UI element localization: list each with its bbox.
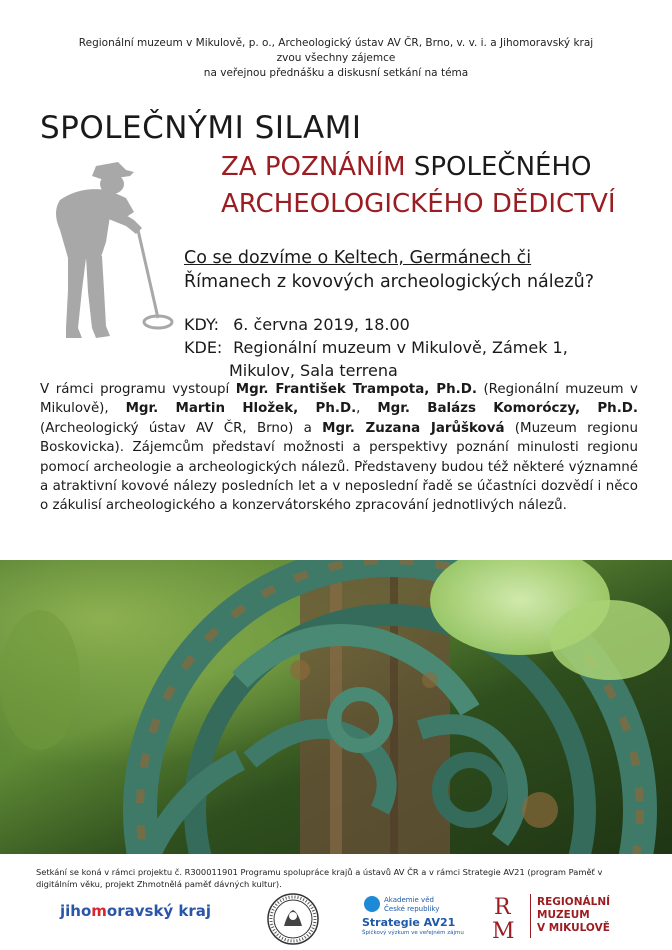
speaker-komoroczy: Mgr. Balázs Komoróczy, Ph.D. [377, 401, 638, 417]
invitation-line-1: Regionální muzeum v Mikulově, p. o., Archeologický ústav AV ČR, Brno, v. v. i. a Jihomoravský kraj [78, 37, 594, 49]
strategie-av21-logo [362, 896, 472, 944]
invitation-line-3: na veřejnou přednášku a diskusní setkání na téma [203, 67, 469, 79]
jihomoravsky-kraj-logo [60, 902, 211, 920]
question-line-1: Co se dozvíme o Keltech, Germánech či [184, 248, 532, 268]
when-label: KDY: [184, 315, 219, 334]
regionalni-muzeum-logo [490, 892, 640, 942]
av-name [384, 896, 439, 914]
invitation-text [0, 36, 672, 81]
av-name-line-2: České republiky [384, 905, 440, 913]
project-footnote: Setkání se koná v rámci projektu č. R300011901 Programu spolupráce krajů a ústavů AV ČR a v rámci Strategie AV21 (program Paměť v digitálním věku, projekt Zhmotnělá paměť dávných kultur). [36, 867, 603, 889]
av-strategy-title: Strategie AV21 [362, 916, 456, 929]
body-part-3: , [356, 401, 378, 417]
av-circle-icon [364, 896, 380, 912]
speaker-hlozek: Mgr. Martin Hložek, Ph.D. [125, 401, 357, 417]
av-name-line-1: Akademie věd [384, 896, 434, 904]
event-where [184, 336, 568, 359]
body-part-2: (Regionální muzeum v Mikulově), [40, 382, 638, 417]
jmk-logo-part-1: jiho [60, 902, 92, 920]
archeological-institute-seal-icon [266, 892, 320, 946]
speaker-jaruskova: Mgr. Zuzana Jarůšková [322, 420, 505, 436]
body-part-5: (Muzeum regionu Boskovicka). Zájemcům představí možnosti a perspektivy poznání minulosti regionu pomocí archeologie a archeologických nálezů. Představeny budou též některé významné a atraktivní kovové nálezy posledních let a v neposlední řadě se účastníci dozvědí i něco o zákulisí archeologického a konzervátorského zpracování jednotlivých nálezů. [40, 420, 638, 514]
rmm-line-2: MUZEUM [537, 909, 590, 921]
svg-text:R: R [494, 895, 511, 920]
body-part-4: (Archeologický ústav AV ČR, Brno) a [40, 420, 323, 436]
title-line-3: ARCHEOLOGICKÉHO DĚDICTVÍ [221, 189, 616, 219]
when-value: 6. června 2019, 18.00 [233, 315, 410, 334]
question-line-2: Římanech z kovových archeologických nálezů? [184, 272, 594, 292]
where-value-2: Mikulov, Sala terrena [229, 361, 398, 380]
body-part-1: V rámci programu vystoupí [40, 382, 236, 397]
svg-text:M: M [492, 919, 515, 942]
event-when [184, 313, 410, 336]
title-line-1: SPOLEČNÝMI SILAMI [40, 110, 362, 146]
rmm-monogram-icon [490, 892, 526, 942]
where-value-1: Regionální muzeum v Mikulově, Zámek 1, [233, 338, 568, 357]
where-label: KDE: [184, 338, 223, 357]
title-line-2-rest: SPOLEČNÉHO [405, 152, 592, 182]
artifact-photo [0, 560, 672, 854]
jmk-logo-m: m [91, 902, 107, 920]
program-description [40, 380, 638, 516]
rmm-divider [530, 894, 531, 938]
rmm-line-1: REGIONÁLNÍ [537, 896, 611, 908]
invitation-line-2: zvou všechny zájemce [276, 52, 396, 64]
lecture-question [184, 246, 654, 294]
rmm-name [537, 896, 610, 935]
title-line-2 [221, 152, 591, 182]
av-strategy-subtitle: Špičkový výzkum ve veřejném zájmu [362, 930, 464, 936]
metal-detectorist-silhouette-icon [30, 160, 180, 345]
rmm-line-3: V MIKULOVĚ [537, 922, 610, 934]
speaker-trampota: Mgr. František Trampota, Ph.D. [235, 382, 477, 397]
jmk-logo-part-2: oravský kraj [106, 902, 212, 920]
title-line-2-accent: ZA POZNÁNÍM [221, 152, 406, 182]
